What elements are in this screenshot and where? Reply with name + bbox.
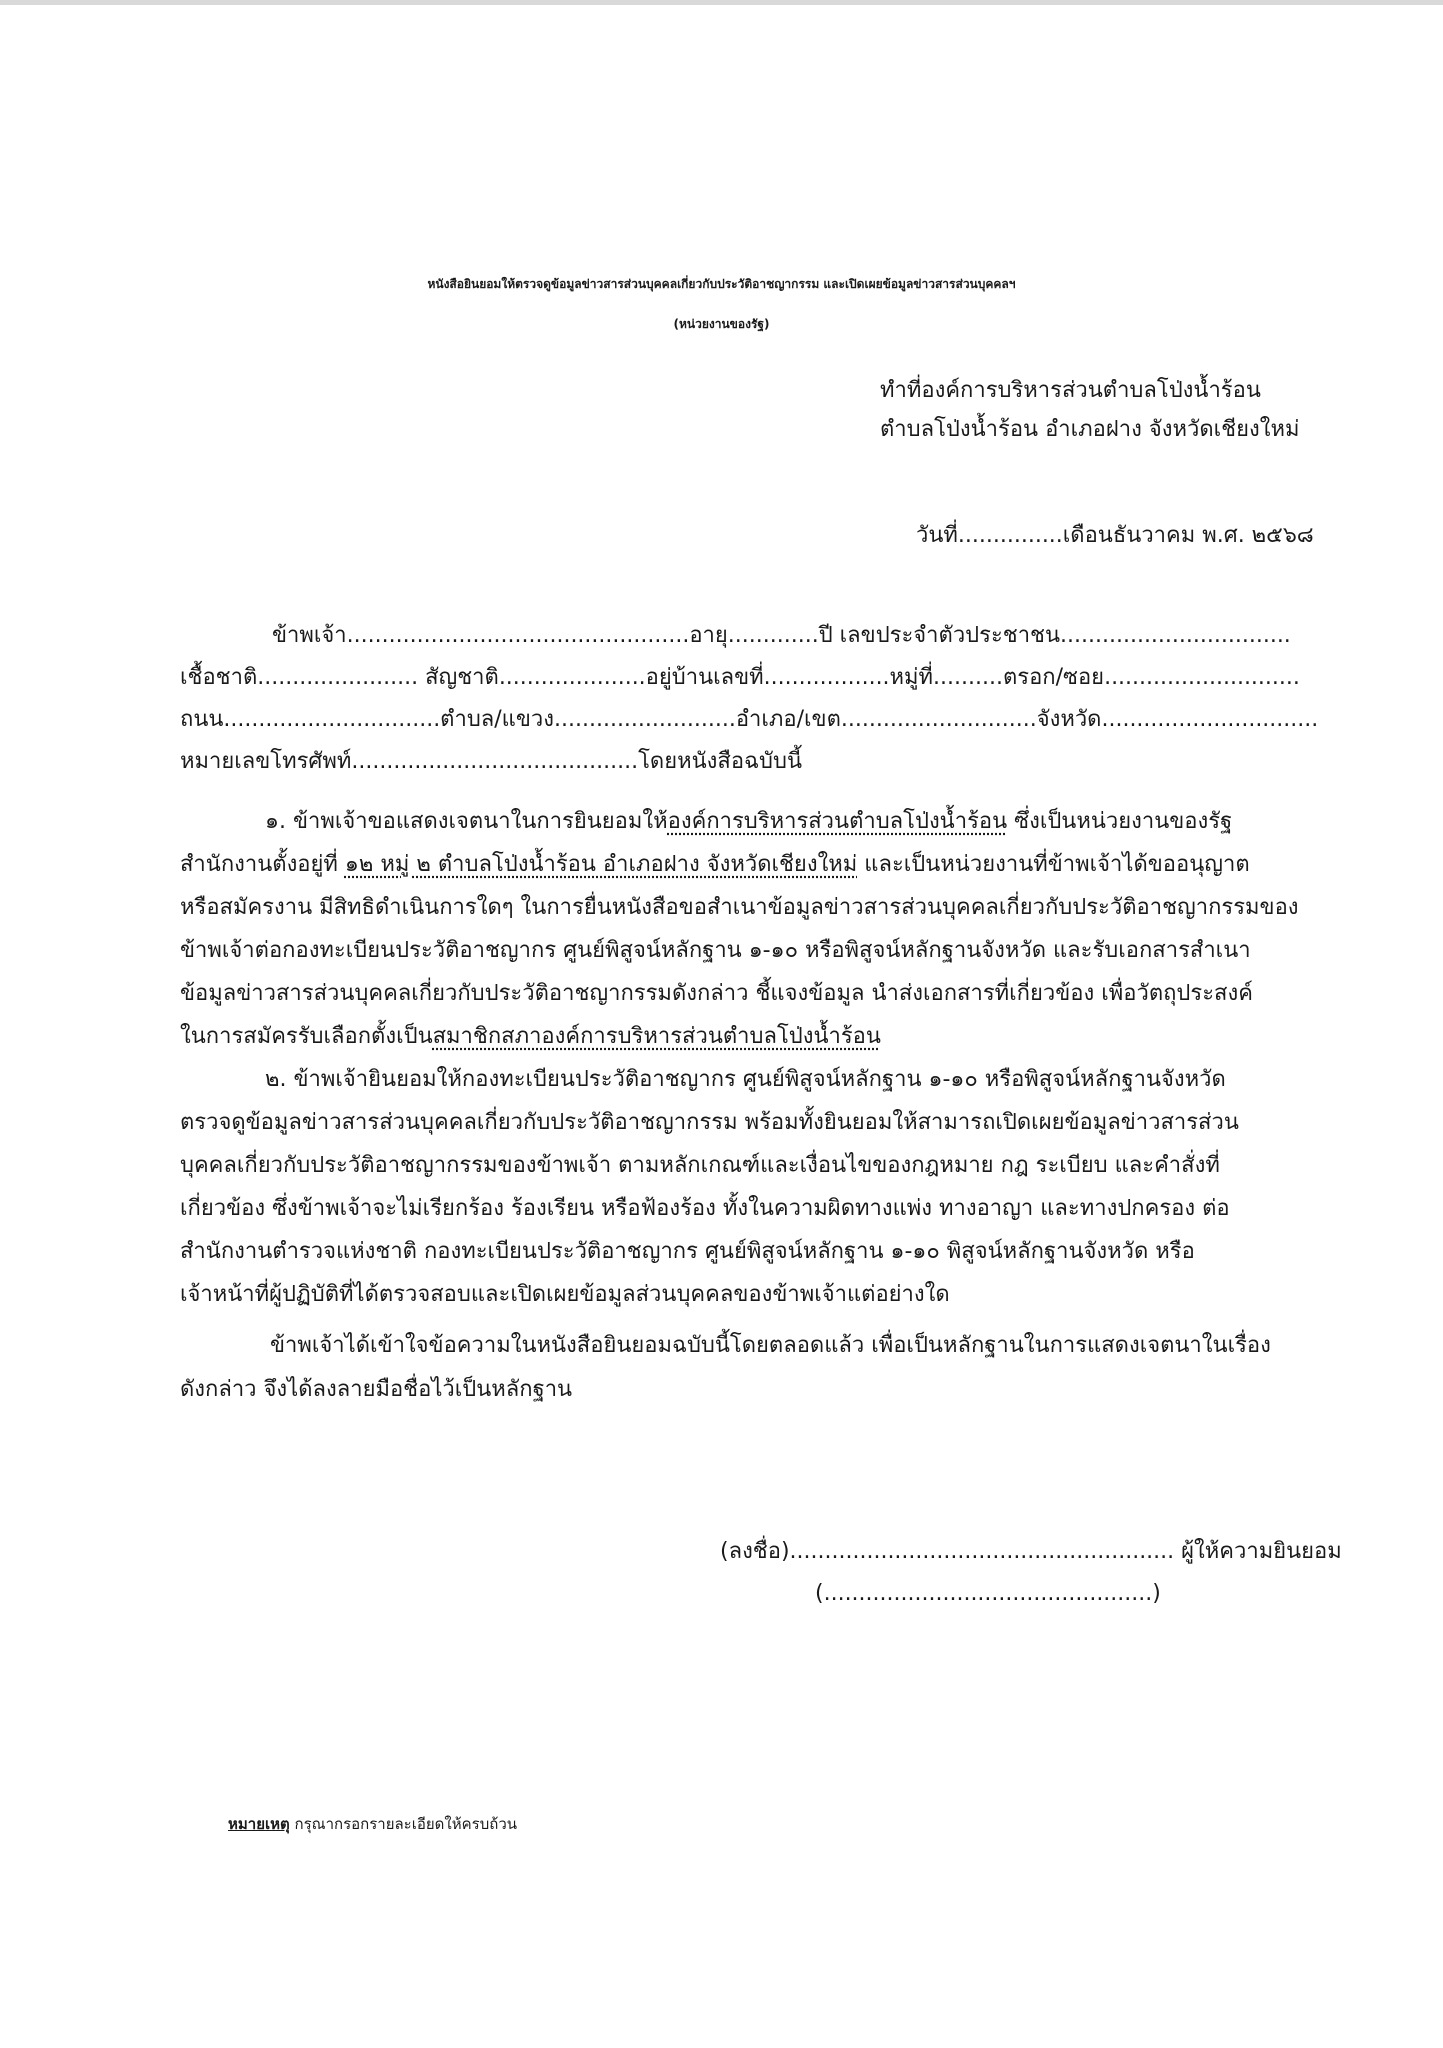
footnote (228, 1812, 517, 1836)
agency-address: ๑๒ หมู่ ๒ ตำบลโป่งน้ำร้อน อำเภอฝาง จังหวัดเชียงใหม่ (344, 852, 858, 877)
para2-line-5: สำนักงานตำรวจแห่งชาติ กองทะเบียนประวัติอาชญากร ศูนย์พิสูจน์หลักฐาน ๑-๑๐ พิสูจน์หลักฐานจังหวัด หรือ (180, 1239, 1195, 1264)
field-line-address: เชื้อชาติ....................... สัญชาติ.....................อยู่บ้านเลขที่..................หมู่ที่..........ตรอก/ซอย............................ (180, 665, 1300, 690)
field-line-phone: หมายเลขโทรศัพท์.........................................โดยหนังสือฉบับนี้ (180, 749, 802, 774)
document-title: หนังสือยินยอมให้ตรวจดูข้อมูลข่าวสารส่วนบุคคลเกี่ยวกับประวัติอาชญากรรม และเปิดเผยข้อมูลข่าวสารส่วนบุคคลฯ (427, 277, 1016, 291)
para1-line-2: สำนักงานตั้งอยู่ที่ ๑๒ หมู่ ๒ ตำบลโป่งน้ำร้อน อำเภอฝาง จังหวัดเชียงใหม่ และเป็นหน่วยงานที่ข้าพเจ้าได้ขออนุญาต (180, 852, 1250, 877)
para1-line-4: ข้าพเจ้าต่อกองทะเบียนประวัติอาชญากร ศูนย์พิสูจน์หลักฐาน ๑-๑๐ หรือพิสูจน์หลักฐานจังหวัด และรับเอกสารสำเนา (180, 938, 1251, 963)
footnote-text: กรุณากรอกรายละเอียดให้ครบถ้วน (289, 1815, 517, 1833)
date-line: วันที่...............เดือนธันวาคม พ.ศ. ๒๕๖๘ (916, 523, 1314, 548)
para3-line-1: ข้าพเจ้าได้เข้าใจข้อความในหนังสือยินยอมฉบับนี้โดยตลอดแล้ว เพื่อเป็นหลักฐานในการแสดงเจตนาในเรื่อง (270, 1333, 1271, 1358)
location-line-1: ทำที่องค์การบริหารส่วนตำบลโป่งน้ำร้อน (880, 378, 1261, 403)
document-subtitle: (หน่วยงานของรัฐ) (673, 317, 770, 331)
position-name: สมาชิกสภาองค์การบริหารส่วนตำบลโป่งน้ำร้อน (432, 1024, 881, 1049)
location-line-2: ตำบลโป่งน้ำร้อน อำเภอฝาง จังหวัดเชียงใหม่ (880, 417, 1300, 442)
para1-line-5: ข้อมูลข่าวสารส่วนบุคคลเกี่ยวกับประวัติอาชญากรรมดังกล่าว ชี้แจงข้อมูล นำส่งเอกสารที่เกี่ยวข้อง เพื่อวัตถุประสงค์ (180, 981, 1253, 1006)
field-line-name: ข้าพเจ้า.................................................อายุ.............ปี เลขประจำตัวประชาชน................................. (272, 623, 1291, 648)
signature-line: (ลงชื่อ)....................................................... ผู้ให้ความยินยอม (720, 1539, 1342, 1564)
para1-line-1: ๑. ข้าพเจ้าขอแสดงเจตนาในการยินยอมให้องค์การบริหารส่วนตำบลโป่งน้ำร้อน ซึ่งเป็นหน่วยงานของรัฐ (265, 809, 1233, 834)
agency-name: องค์การบริหารส่วนตำบลโป่งน้ำร้อน (667, 809, 1008, 834)
field-line-district: ถนน...............................ตำบล/แขวง..........................อำเภอ/เขต............................จังหวัด............................... (180, 707, 1319, 732)
para2-line-1: ๒. ข้าพเจ้ายินยอมให้กองทะเบียนประวัติอาชญากร ศูนย์พิสูจน์หลักฐาน ๑-๑๐ หรือพิสูจน์หลักฐานจังหวัด (265, 1067, 1226, 1092)
para2-line-6: เจ้าหน้าที่ผู้ปฏิบัติที่ได้ตรวจสอบและเปิดเผยข้อมูลส่วนบุคคลของข้าพเจ้าแต่อย่างใด (180, 1282, 950, 1307)
scan-edge (0, 0, 1443, 5)
para3-line-2: ดังกล่าว จึงได้ลงลายมือชื่อไว้เป็นหลักฐาน (180, 1377, 573, 1402)
para2-line-3: บุคคลเกี่ยวกับประวัติอาชญากรรมของข้าพเจ้า ตามหลักเกณฑ์และเงื่อนไขของกฎหมาย กฎ ระเบียบ และคำสั่งที่ (180, 1153, 1220, 1178)
para1-line-6: ในการสมัครรับเลือกตั้งเป็นสมาชิกสภาองค์การบริหารส่วนตำบลโป่งน้ำร้อน (180, 1024, 881, 1049)
signature-name-line: (...............................................) (815, 1581, 1161, 1606)
footnote-label: หมายเหตุ (228, 1815, 290, 1833)
para2-line-4: เกี่ยวข้อง ซึ่งข้าพเจ้าจะไม่เรียกร้อง ร้องเรียน หรือฟ้องร้อง ทั้งในความผิดทางแพ่ง ทางอาญา และทางปกครอง ต่อ (180, 1196, 1230, 1221)
para1-line-3: หรือสมัครงาน มีสิทธิดำเนินการใดๆ ในการยื่นหนังสือขอสำเนาข้อมูลข่าวสารส่วนบุคคลเกี่ยวกับประวัติอาชญากรรมของ (180, 895, 1299, 920)
para2-line-2: ตรวจดูข้อมูลข่าวสารส่วนบุคคลเกี่ยวกับประวัติอาชญากรรม พร้อมทั้งยินยอมให้สามารถเปิดเผยข้อมูลข่าวสารส่วน (180, 1110, 1239, 1135)
